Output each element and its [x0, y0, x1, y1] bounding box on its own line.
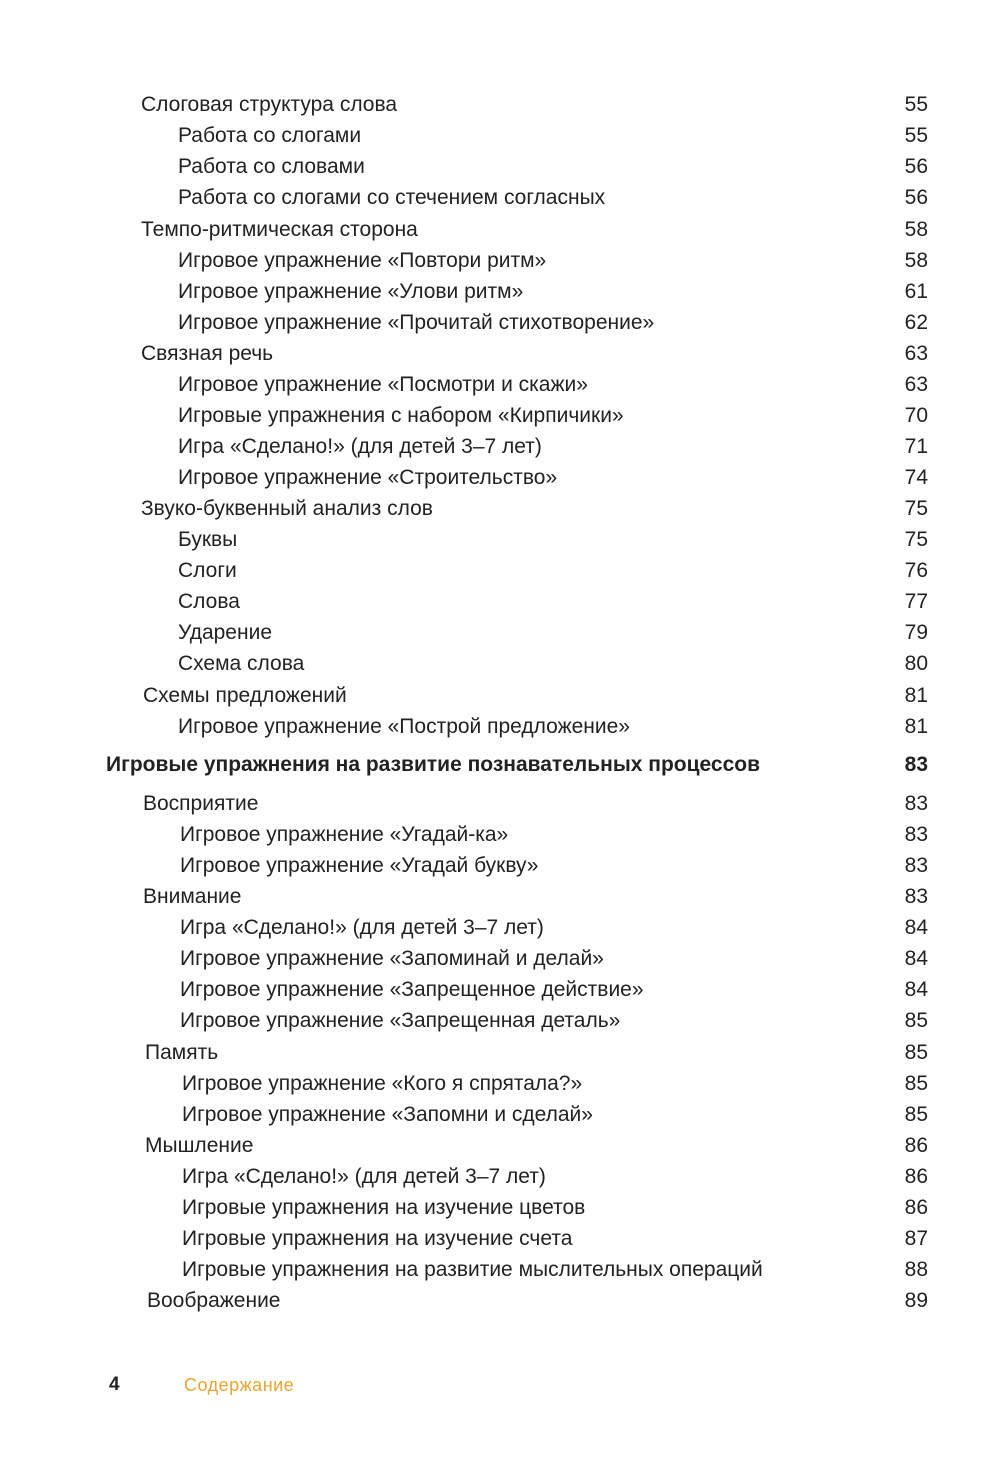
dot-leader — [289, 1303, 891, 1307]
toc-entry-title: Игровые упражнения с набором «Кирпичики» — [178, 404, 624, 427]
dot-leader — [632, 418, 890, 422]
dot-leader — [426, 232, 890, 236]
toc-entry-page: 74 — [904, 466, 928, 489]
toc-entry-page: 86 — [904, 1165, 928, 1188]
toc-entry-page: 56 — [904, 186, 928, 209]
toc-entry[interactable] — [180, 822, 928, 848]
toc-entry-page: 55 — [904, 124, 928, 147]
toc-entry-title: Игровое упражнение «Запоминай и делай» — [180, 947, 604, 970]
toc-entry-page: 85 — [904, 1072, 928, 1095]
dot-leader — [580, 1241, 890, 1245]
toc-entry-title: Игровое упражнение «Строительство» — [178, 466, 558, 489]
dot-leader — [261, 1148, 890, 1152]
toc-entry-title: Слоги — [178, 559, 237, 582]
dot-leader — [266, 806, 890, 810]
toc-entry-title: Ударение — [178, 621, 272, 644]
toc-entry-page: 83 — [904, 792, 928, 815]
toc-chapter-heading[interactable] — [106, 752, 928, 778]
toc-entry-title: Игровое упражнение «Построй предложение» — [178, 715, 630, 738]
dot-leader — [226, 1055, 890, 1059]
dot-leader — [355, 698, 890, 702]
toc-entry-title: Игра «Сделано!» (для детей 3–7 лет) — [180, 916, 544, 939]
toc-entry-page: 81 — [904, 715, 928, 738]
toc-entry-title: Работа со словами — [178, 155, 365, 178]
page-number: 4 — [109, 1374, 120, 1395]
toc-entry[interactable] — [178, 185, 928, 211]
toc-entry[interactable] — [182, 1164, 928, 1190]
toc-entry[interactable] — [178, 714, 928, 740]
toc-entry-page: 58 — [904, 249, 928, 272]
dot-leader — [768, 767, 890, 771]
dot-leader — [613, 200, 890, 204]
toc-entry[interactable] — [178, 620, 928, 646]
dot-leader — [245, 573, 890, 577]
toc-entry[interactable] — [182, 1257, 928, 1283]
dot-leader — [593, 1210, 890, 1214]
toc-entry-title: Игровые упражнения на изучение счета — [182, 1227, 573, 1250]
toc-entry-title: Игровое упражнение «Прочитай стихотворение» — [178, 311, 655, 334]
toc-entry[interactable] — [143, 884, 928, 910]
toc-entry-page: 87 — [904, 1227, 928, 1250]
dot-leader — [531, 294, 890, 298]
toc-entry[interactable] — [178, 248, 928, 274]
dot-leader — [516, 837, 890, 841]
toc-entry-title: Работа со слогами — [178, 124, 362, 147]
toc-entry-title: Слоговая структура слова — [141, 93, 398, 116]
toc-entry-title: Память — [145, 1041, 219, 1064]
toc-entry[interactable] — [182, 1102, 928, 1128]
toc-entry-title: Темпо-ритмическая сторона — [141, 218, 418, 241]
toc-entry[interactable] — [180, 853, 928, 879]
dot-leader — [312, 666, 890, 670]
toc-entry-title: Восприятие — [143, 792, 259, 815]
toc-entry-page: 83 — [904, 753, 928, 776]
toc-entry[interactable] — [141, 217, 928, 243]
dot-leader — [596, 387, 890, 391]
running-footer-section-label: Содержание — [184, 1375, 295, 1395]
dot-leader — [441, 511, 890, 515]
toc-entry[interactable] — [178, 558, 928, 584]
toc-entry-page: 80 — [904, 652, 928, 675]
dot-leader — [638, 729, 890, 733]
toc-entry-title: Игра «Сделано!» (для детей 3–7 лет) — [182, 1165, 546, 1188]
toc-entry-title: Игровые упражнения на изучение цветов — [182, 1196, 586, 1219]
toc-entry[interactable] — [178, 310, 928, 336]
toc-entry[interactable] — [182, 1226, 928, 1252]
dot-leader — [550, 449, 890, 453]
toc-entry[interactable] — [178, 465, 928, 491]
dot-leader — [590, 1086, 890, 1090]
toc-entry[interactable] — [145, 1133, 928, 1159]
dot-leader — [280, 635, 890, 639]
dot-leader — [612, 961, 890, 965]
toc-entry-page: 63 — [904, 373, 928, 396]
toc-entry[interactable] — [178, 403, 928, 429]
toc-entry-page: 86 — [904, 1196, 928, 1219]
toc-entry-title: Игровое упражнение «Запомни и сделай» — [182, 1103, 593, 1126]
toc-entry[interactable] — [180, 915, 928, 941]
toc-entry-title: Звуко-буквенный анализ слов — [141, 497, 433, 520]
dot-leader — [405, 107, 890, 111]
toc-entry-title: Игровые упражнения на развитие познавательных процессов — [106, 753, 761, 776]
toc-entry-page: 75 — [904, 497, 928, 520]
toc-entry-title: Воображение — [147, 1289, 281, 1312]
toc-entry-page: 56 — [904, 155, 928, 178]
toc-entry-page: 75 — [904, 528, 928, 551]
toc-entry[interactable] — [141, 496, 928, 522]
toc-entry-title: Игра «Сделано!» (для детей 3–7 лет) — [178, 435, 542, 458]
toc-entry-page: 71 — [904, 435, 928, 458]
toc-entry-page: 85 — [904, 1009, 928, 1032]
toc-entry-title: Игровое упражнение «Угадай-ка» — [180, 823, 509, 846]
toc-entry-title: Работа со слогами со стечением согласных — [178, 186, 606, 209]
toc-entry-title: Игровое упражнение «Запрещенное действие» — [180, 978, 644, 1001]
dot-leader — [281, 356, 890, 360]
dot-leader — [373, 169, 890, 173]
toc-entry-page: 84 — [904, 947, 928, 970]
dot-leader — [601, 1117, 890, 1121]
toc-entry-page: 84 — [904, 916, 928, 939]
toc-entry[interactable] — [178, 123, 928, 149]
toc-entry-page: 77 — [904, 590, 928, 613]
toc-entry[interactable] — [182, 1195, 928, 1221]
dot-leader — [565, 480, 890, 484]
toc-entry-title: Схема слова — [178, 652, 305, 675]
dot-leader — [369, 138, 890, 142]
toc-entry[interactable] — [143, 683, 928, 709]
toc-entry-page: 76 — [904, 559, 928, 582]
toc-entry-title: Буквы — [178, 528, 238, 551]
dot-leader — [245, 542, 890, 546]
toc-entry[interactable] — [180, 977, 928, 1003]
toc-entry-page: 62 — [904, 311, 928, 334]
toc-entry-page: 61 — [904, 280, 928, 303]
toc-entry[interactable] — [141, 341, 928, 367]
toc-entry-page: 55 — [904, 93, 928, 116]
toc-entry[interactable] — [178, 527, 928, 553]
toc-entry[interactable] — [178, 154, 928, 180]
toc-entry[interactable] — [178, 372, 928, 398]
toc-entry-page: 88 — [904, 1258, 928, 1281]
toc-entry[interactable] — [182, 1071, 928, 1097]
toc-entry-title: Игровые упражнения на развитие мыслительных операций — [182, 1258, 763, 1281]
dot-leader — [554, 1179, 890, 1183]
toc-entry[interactable] — [178, 589, 928, 615]
toc-entry-page: 85 — [904, 1103, 928, 1126]
dot-leader — [652, 992, 890, 996]
toc-entry-page: 84 — [904, 978, 928, 1001]
toc-entry[interactable] — [178, 279, 928, 305]
dot-leader — [546, 868, 890, 872]
toc-entry-title: Внимание — [143, 885, 242, 908]
toc-entry-page: 58 — [904, 218, 928, 241]
toc-entry[interactable] — [145, 1040, 928, 1066]
toc-entry-title: Связная речь — [141, 342, 274, 365]
dot-leader — [554, 263, 890, 267]
toc-entry-page: 83 — [904, 823, 928, 846]
toc-entry-page: 86 — [904, 1134, 928, 1157]
toc-entry[interactable] — [147, 1288, 928, 1314]
toc-entry[interactable] — [178, 651, 928, 677]
toc-entry-title: Игровое упражнение «Улови ритм» — [178, 280, 524, 303]
toc-entry-page: 83 — [904, 885, 928, 908]
toc-entry-title: Слова — [178, 590, 240, 613]
toc-entry[interactable] — [180, 946, 928, 972]
toc-entry-title: Игровое упражнение «Посмотри и скажи» — [178, 373, 588, 396]
toc-entry[interactable] — [178, 434, 928, 460]
toc-entry[interactable] — [180, 1008, 928, 1034]
dot-leader — [662, 325, 890, 329]
toc-entry-page: 70 — [904, 404, 928, 427]
toc-entry-page: 79 — [904, 621, 928, 644]
toc-entry-page: 85 — [904, 1041, 928, 1064]
toc-entry-title: Игровое упражнение «Повтори ритм» — [178, 249, 547, 272]
toc-entry-page: 63 — [904, 342, 928, 365]
toc-entry-title: Игровое упражнение «Угадай букву» — [180, 854, 539, 877]
toc-entry-page: 83 — [904, 854, 928, 877]
dot-leader — [771, 1272, 890, 1276]
dot-leader — [552, 930, 890, 934]
dot-leader — [628, 1023, 890, 1027]
dot-leader — [249, 899, 890, 903]
toc-entry-title: Игровое упражнение «Запрещенная деталь» — [180, 1009, 621, 1032]
toc-entry-title: Игровое упражнение «Кого я спрятала?» — [182, 1072, 583, 1095]
toc-entry-title: Мышление — [145, 1134, 254, 1157]
toc-entry-page: 89 — [904, 1289, 928, 1312]
dot-leader — [248, 604, 890, 608]
toc-entry[interactable] — [141, 92, 928, 118]
toc-entry-title: Схемы предложений — [143, 684, 347, 707]
toc-entry[interactable] — [143, 791, 928, 817]
toc-entry-page: 81 — [904, 684, 928, 707]
